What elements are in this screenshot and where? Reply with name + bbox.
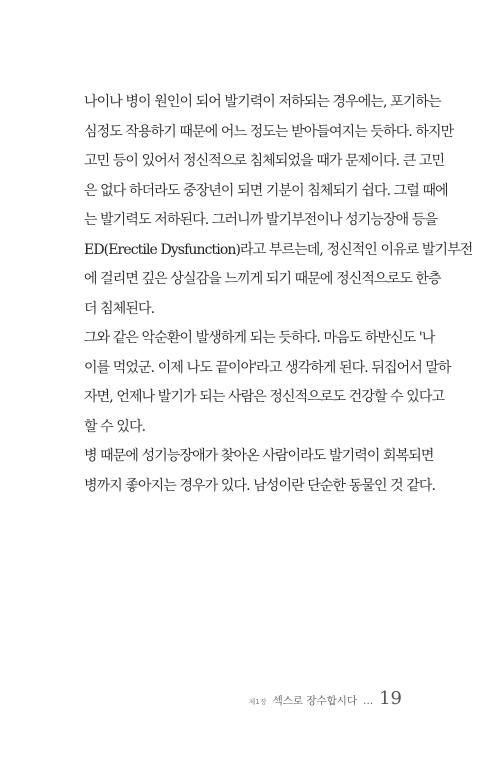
text-line: 은 없다 하더라도 중장년이 되면 기분이 침체되기 쉽다. 그럴 때에	[84, 182, 448, 199]
text-line: 할 수 있다.	[84, 418, 146, 435]
text-line: 심정도 작용하기 때문에 어느 정도는 받아들여지는 듯하다. 하지만	[84, 123, 454, 140]
chapter-label: 제1장	[248, 698, 267, 706]
body-text	[84, 88, 473, 501]
text-line: 나이나 병이 원인이 되어 발기력이 저하되는 경우에는, 포기하는	[84, 94, 441, 110]
text-line: ED(Erectile Dysfunction)라고 부르는데, 정신적인 이유로 발기부전	[84, 241, 473, 258]
paragraph-1	[84, 88, 473, 324]
text-line: 자면, 언제나 발기가 되는 사람은 정신적으로도 건강할 수 있다고	[84, 389, 445, 405]
text-line: 더 침체된다.	[84, 300, 155, 317]
text-line: 병까지 좋아지는 경우가 있다. 남성이란 단순한 동물인 것 같다.	[84, 477, 436, 494]
paragraph-2	[84, 324, 451, 442]
page-number: 19	[379, 688, 402, 709]
ellipsis: …	[363, 696, 374, 707]
text-line: 는 발기력도 저하된다. 그러니까 발기부전이나 성기능장애 등을	[84, 212, 438, 228]
text-line: 에 걸리면 깊은 상실감을 느끼게 되기 때문에 정신적으로도 한층	[84, 271, 441, 287]
text-line: 고민 등이 있어서 정신적으로 침체되었을 때가 문제이다. 큰 고민	[84, 153, 445, 169]
chapter-title: 섹스로 장수합시다	[272, 695, 358, 707]
page-footer	[249, 688, 402, 708]
text-line: 병 때문에 성기능장애가 찾아온 사람이라도 발기력이 회복되면	[84, 448, 434, 464]
text-line: 이를 먹었군. 이제 나도 끝이야'라고 생각하게 된다. 뒤집어서 말하	[84, 359, 451, 376]
text-line: 그와 같은 악순환이 발생하게 되는 듯하다. 마음도 하반신도 '나	[84, 330, 435, 346]
paragraph-3	[84, 442, 436, 501]
